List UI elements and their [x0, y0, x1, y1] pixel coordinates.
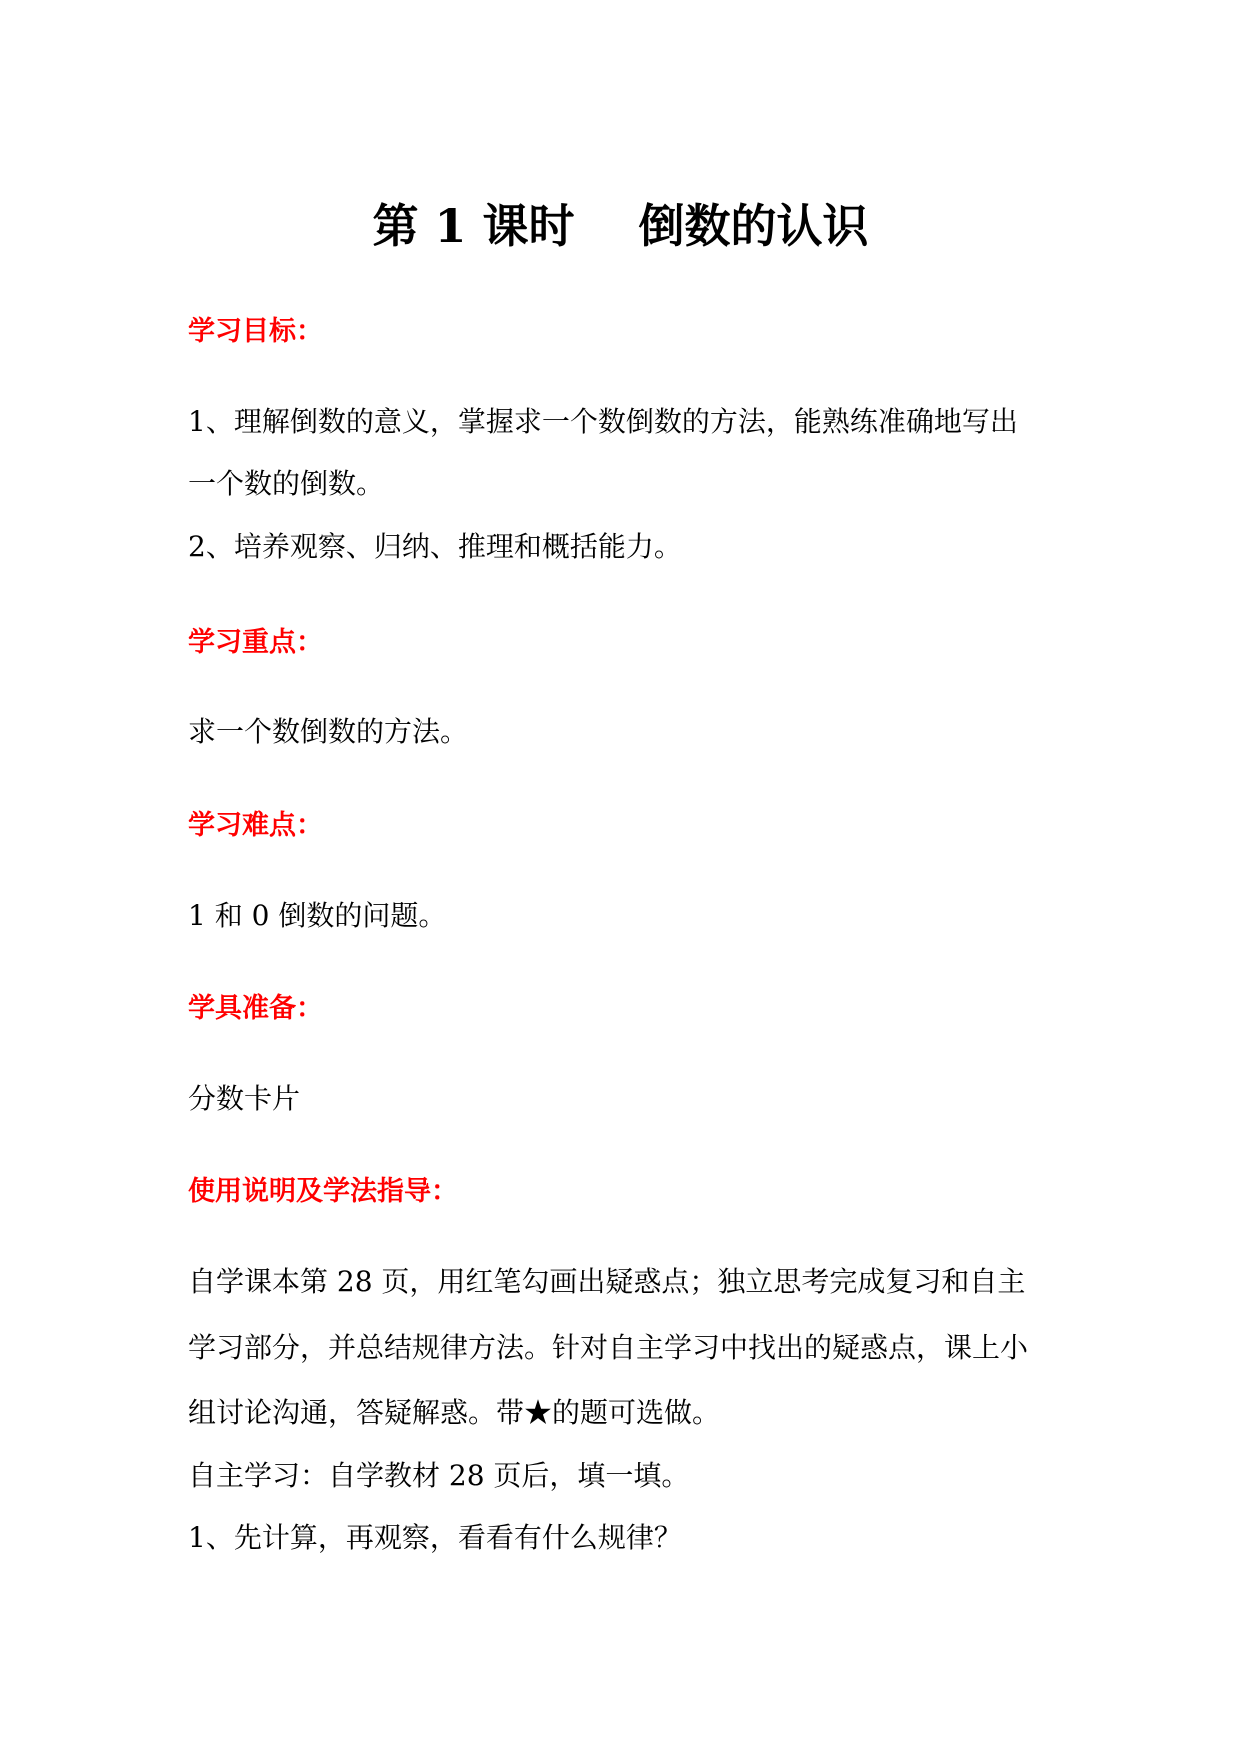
key-points-heading: 学习重点：: [188, 627, 323, 658]
instructions-line-1: 自学课本第 28 页，用红笔勾画出疑惑点；独立思考完成复习和自主: [188, 1265, 1026, 1298]
key-points-text: 求一个数倒数的方法。: [188, 715, 469, 748]
goal-item-1-line-2: 一个数的倒数。: [188, 467, 385, 500]
instructions-line-2: 学习部分，并总结规律方法。针对自主学习中找出的疑惑点，课上小: [188, 1331, 1029, 1364]
instructions-line-3: 组讨论沟通，答疑解惑。带★的题可选做。: [188, 1396, 721, 1429]
goals-heading: 学习目标：: [188, 316, 323, 347]
self-study-line: 自主学习：自学教材 28 页后，填一填。: [188, 1459, 690, 1492]
goal-item-1-line-1: 1、理解倒数的意义，掌握求一个数倒数的方法，能熟练准确地写出: [188, 405, 1018, 438]
difficulties-heading: 学习难点：: [188, 810, 323, 841]
instructions-heading: 使用说明及学法指导：: [188, 1176, 458, 1207]
difficulties-text: 1 和 0 倒数的问题。: [188, 899, 447, 932]
question-1-line: 1、先计算，再观察，看看有什么规律？: [188, 1521, 682, 1554]
lesson-title: 第 1 课时 倒数的认识: [372, 199, 869, 253]
materials-text: 分数卡片: [188, 1082, 301, 1115]
materials-heading: 学具准备：: [188, 993, 323, 1024]
goal-item-2: 2、培养观察、归纳、推理和概括能力。: [188, 530, 682, 563]
